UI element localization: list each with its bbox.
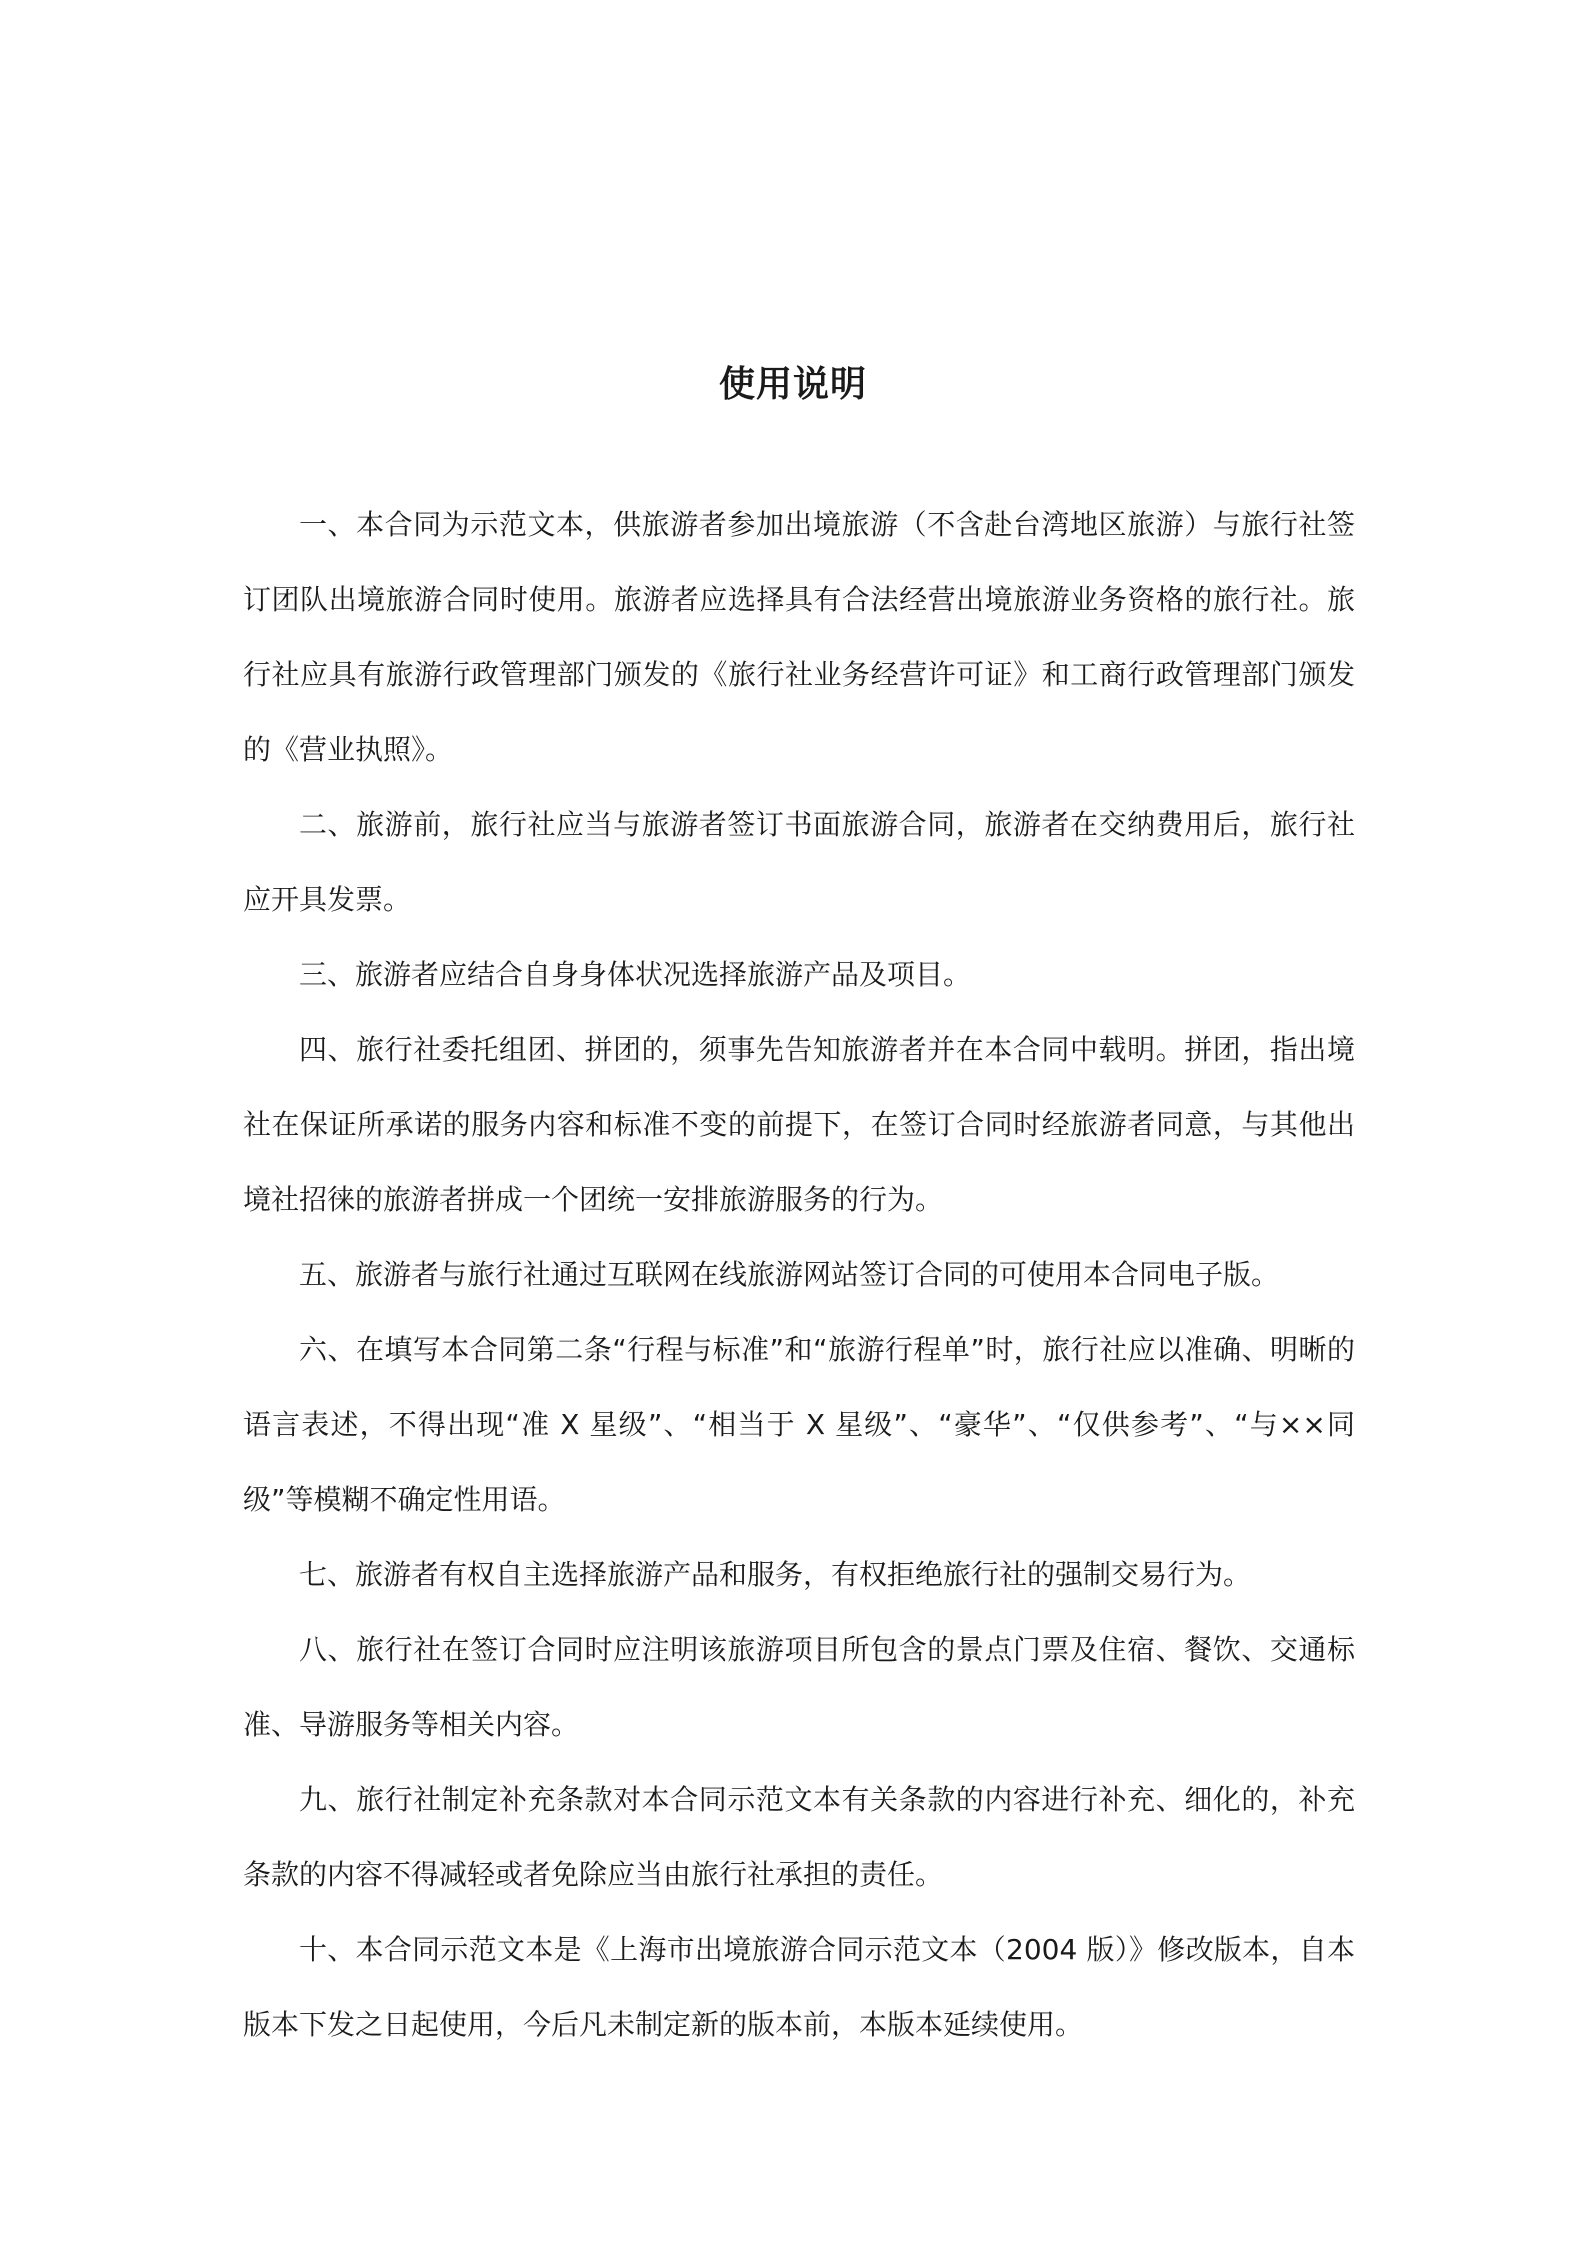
paragraph-10: 十、本合同示范文本是《上海市出境旅游合同示范文本（2004 版）》修改版本，自本版本下发之日起使用，今后凡未制定新的版本前，本版本延续使用。: [243, 1933, 1355, 2041]
paragraph-6: 六、在填写本合同第二条“行程与标准”和“旅游行程单”时，旅行社应以准确、明晰的语言表述，不得出现“准 X 星级”、“相当于 X 星级”、“豪华”、“仅供参考”、“与××同级”等模糊不确定性用语。: [243, 1333, 1355, 1516]
paragraph-2: 二、旅游前，旅行社应当与旅游者签订书面旅游合同，旅游者在交纳费用后，旅行社应开具发票。: [243, 808, 1355, 916]
paragraph-4: 四、旅行社委托组团、拼团的，须事先告知旅游者并在本合同中载明。拼团，指出境社在保证所承诺的服务内容和标准不变的前提下，在签订合同时经旅游者同意，与其他出境社招徕的旅游者拼成一个团统一安排旅游服务的行为。: [243, 1033, 1355, 1216]
paragraph-3: 三、旅游者应结合自身身体状况选择旅游产品及项目。: [299, 958, 972, 991]
paragraph-9: 九、旅行社制定补充条款对本合同示范文本有关条款的内容进行补充、细化的，补充条款的内容不得减轻或者免除应当由旅行社承担的责任。: [243, 1783, 1355, 1891]
page-title: 使用说明: [718, 364, 867, 405]
paragraph-8: 八、旅行社在签订合同时应注明该旅游项目所包含的景点门票及住宿、餐饮、交通标准、导游服务等相关内容。: [243, 1633, 1355, 1741]
document-body: [243, 487, 1355, 2062]
paragraph-1: 一、本合同为示范文本，供旅游者参加出境旅游（不含赴台湾地区旅游）与旅行社签订团队出境旅游合同时使用。旅游者应选择具有合法经营出境旅游业务资格的旅行社。旅行社应具有旅游行政管理部门颁发的《旅行社业务经营许可证》和工商行政管理部门颁发的《营业执照》。: [243, 508, 1355, 766]
paragraph-7: 七、旅游者有权自主选择旅游产品和服务，有权拒绝旅行社的强制交易行为。: [299, 1558, 1252, 1591]
paragraph-5: 五、旅游者与旅行社通过互联网在线旅游网站签订合同的可使用本合同电子版。: [299, 1258, 1280, 1291]
